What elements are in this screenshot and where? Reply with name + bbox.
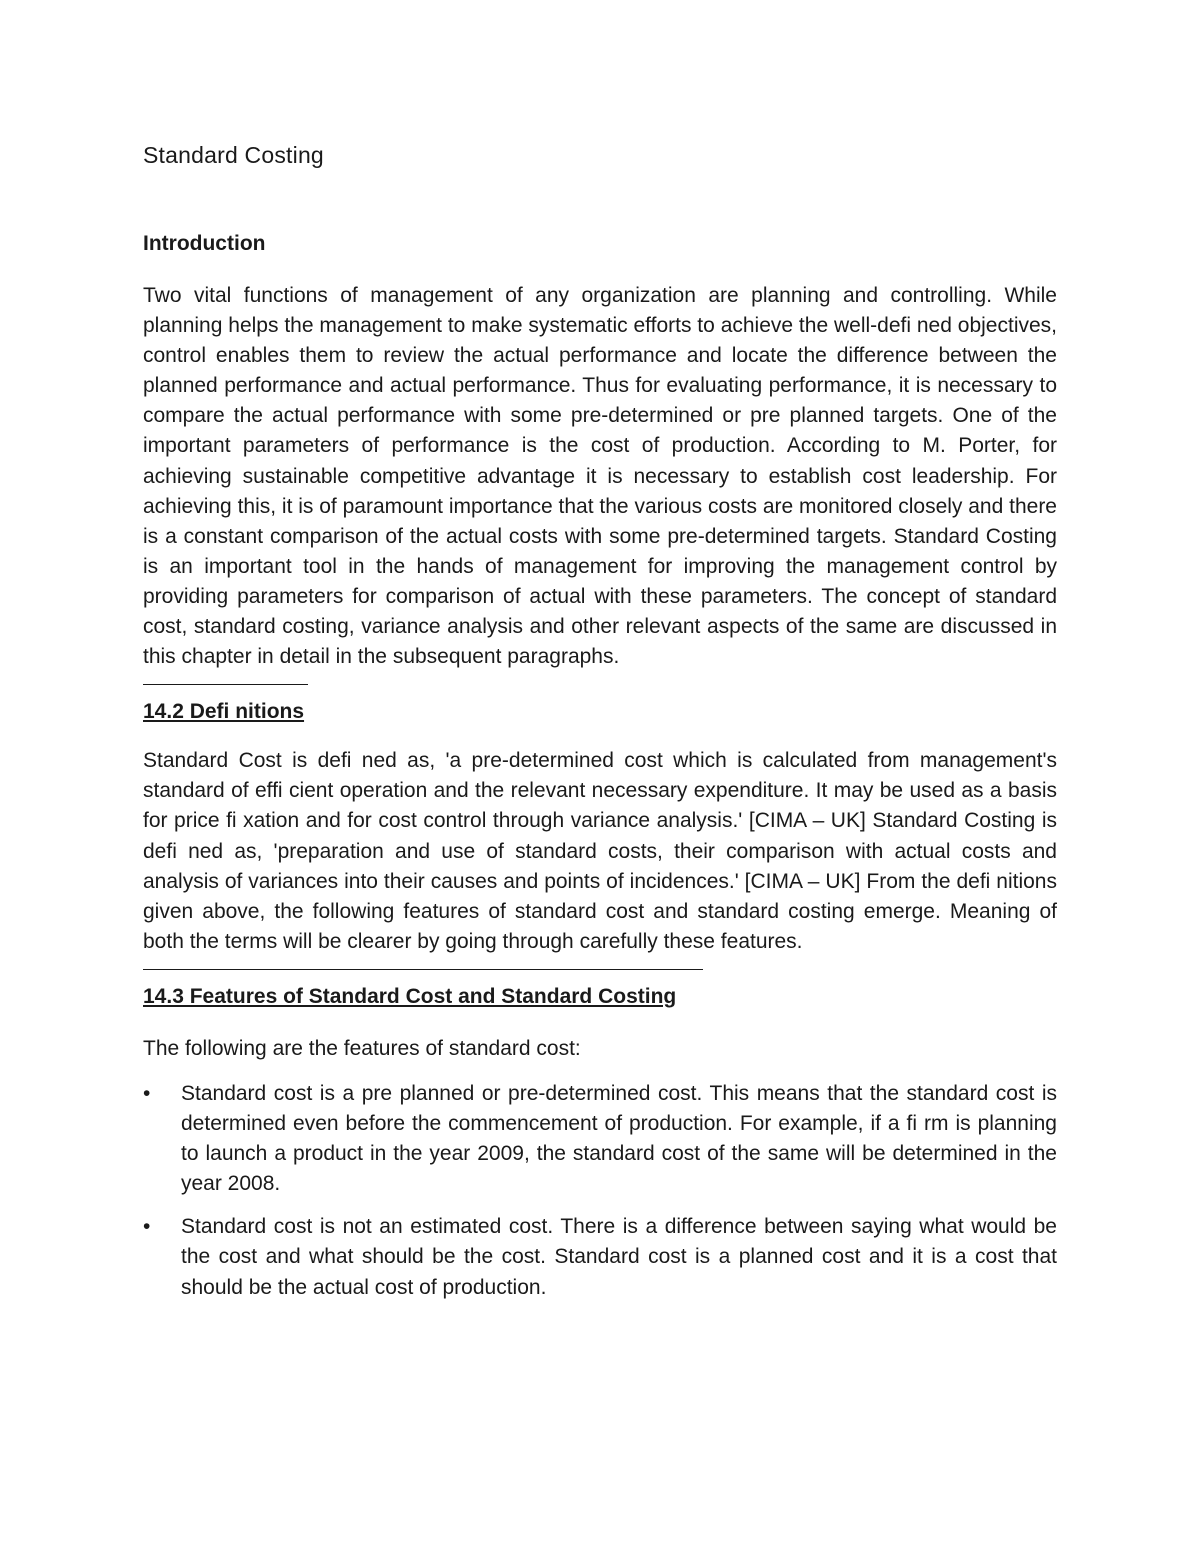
list-item bbox=[143, 1212, 1057, 1302]
bullet-icon: • bbox=[143, 1215, 151, 1239]
introduction-paragraph: Two vital functions of management of any organization are planning and controlling. While planning helps the management to make systematic efforts to achieve the well-defi ned objectives, control enables them to review the actual performance and locate the difference between the planned performance and actual performance. Thus for evaluating performance, it is necessary to compare the actual performance with some pre-determined or pre planned targets. One of the important parameters of performance is the cost of production. According to M. Porter, for achieving sustainable competitive advantage it is necessary to establish cost leadership. For achieving this, it is of paramount importance that the various costs are monitored closely and there is a constant comparison of the actual costs with some pre-determined targets. Standard Costing is an important tool in the hands of management for improving the management control by providing parameters for comparison of actual with these parameters. The concept of standard cost, standard costing, variance analysis and other relevant aspects of the same are discussed in this chapter in detail in the subsequent paragraphs. bbox=[143, 284, 1057, 669]
features-list bbox=[143, 1079, 1057, 1303]
definitions-heading: 14.2 Defi nitions bbox=[143, 700, 305, 724]
definitions-paragraph: Standard Cost is defi ned as, 'a pre-determined cost which is calculated from management's standard of effi cient operation and the relevant necessary expenditure. It may be used as a basis for price fi xation and for cost control through variance analysis.' [CIMA – UK] Standard Costing is defi ned as, 'preparation and use of standard costs, their comparison with actual costs and analysis of variances into their causes and points of incidences.' [CIMA – UK] From the defi nitions given above, the following features of standard cost and standard costing emerge. Meaning of both the terms will be clearer by going through carefully these features. bbox=[143, 749, 1057, 953]
features-lead: The following are the features of standard cost: bbox=[143, 1036, 581, 1060]
document-title: Standard Costing bbox=[143, 142, 324, 168]
introduction-heading: Introduction bbox=[143, 232, 266, 255]
bullet-icon: • bbox=[143, 1081, 151, 1105]
section-divider-short bbox=[143, 684, 308, 685]
document-page bbox=[143, 140, 1057, 1316]
list-item-text: Standard cost is not an estimated cost. There is a difference between saying what would be the cost and what should be the cost. Standard cost is a planned cost and it is a cost that should be the actual cost of production. bbox=[181, 1215, 1057, 1299]
features-heading: 14.3 Features of Standard Cost and Standard Costing bbox=[143, 984, 677, 1008]
section-divider-long bbox=[143, 969, 703, 970]
list-item-text: Standard cost is a pre planned or pre-determined cost. This means that the standard cost is determined even before the commencement of production. For example, if a fi rm is planning to launch a product in the year 2009, the standard cost of the same will be determined in the year 2008. bbox=[181, 1081, 1057, 1196]
list-item bbox=[143, 1079, 1057, 1199]
